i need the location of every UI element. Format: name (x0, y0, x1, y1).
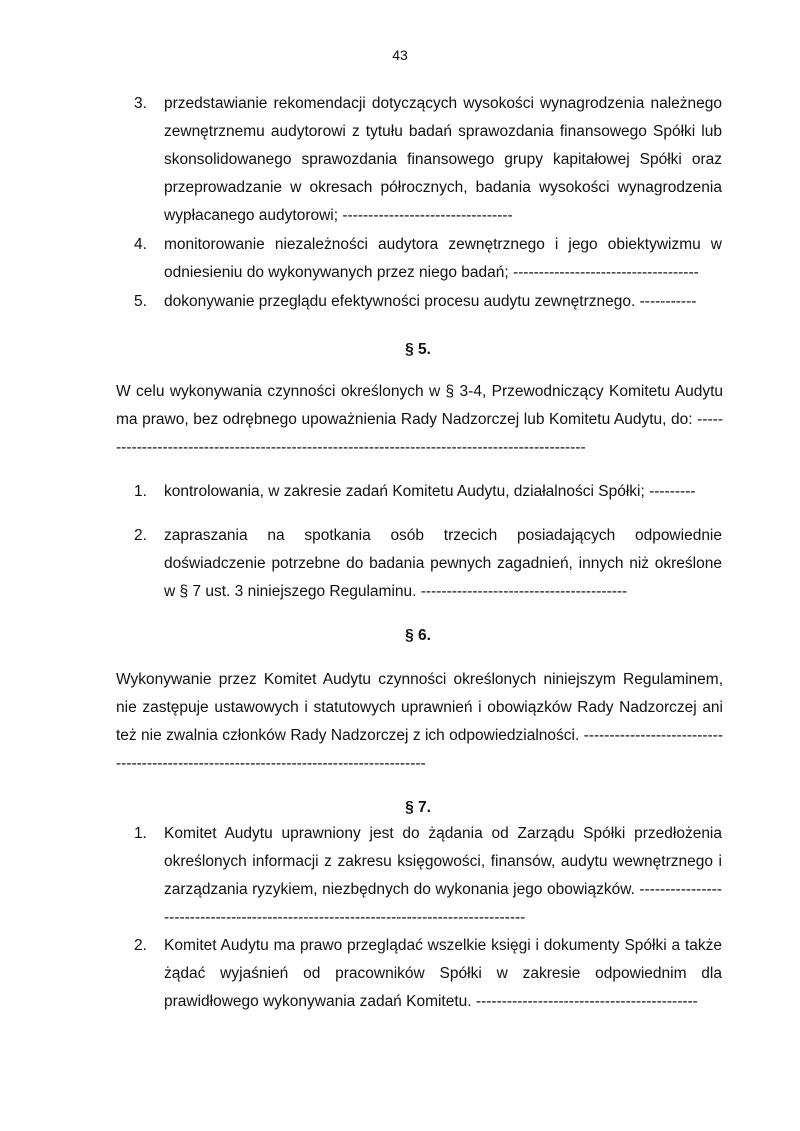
item-text: kontrolowania, w zakresie zadań Komitetu Audytu, działalności Spółki; --------- (164, 483, 696, 500)
item-number: 5. (134, 293, 147, 310)
item-text: przedstawianie rekomendacji dotyczących wysokości wynagrodzenia należnego zewnętrznemu audytorowi z tytułu badań sprawozdania finansowego Spółki lub skonsolidowanego sprawozdania finansowego grupy kapitałowej Spółki oraz przeprowadzanie w okresach półrocznych, badania wysokości wynagrodzenia wypłacanego audytorowi; --------------------------------- (164, 95, 722, 224)
list-item (134, 820, 724, 932)
item-number: 4. (134, 236, 147, 253)
list-item (134, 231, 724, 287)
item-number: 1. (134, 483, 147, 500)
list-item (134, 478, 724, 506)
section-heading: § 5. (405, 341, 431, 358)
list-item (134, 90, 724, 230)
section-paragraph: Wykonywanie przez Komitet Audytu czynności określonych niniejszym Regulaminem, nie zastępuje ustawowych i statutowych uprawnień i obowiązków Rady Nadzorczej ani też nie zwalnia członków Rady Nadzorczej z ich odpowiedzialności. --------------------------------------------------------------------------------------- (116, 671, 723, 772)
item-number: 2. (134, 937, 147, 954)
section-heading: § 6. (405, 627, 431, 644)
section-paragraph: W celu wykonywania czynności określonych w § 3-4, Przewodniczący Komitetu Audytu ma prawo, bez odrębnego upoważnienia Rady Nadzorczej lub Komitetu Audytu, do: ------------------------------------------------------------------------------------------------ (116, 383, 723, 456)
item-text: zapraszania na spotkania osób trzecich posiadających odpowiednie doświadczenie potrzebne do badania pewnych zagadnień, innych niż określone w § 7 ust. 3 niniejszego Regulaminu. ---------------------------------------- (164, 527, 722, 600)
item-number: 2. (134, 527, 147, 544)
item-text: monitorowanie niezależności audytora zewnętrznego i jego obiektywizmu w odniesieniu do wykonywanych przez niego badań; ------------------------------------ (164, 236, 722, 281)
item-text: Komitet Audytu uprawniony jest do żądania od Zarządu Spółki przedłożenia określonych informacji z zakresu księgowości, finansów, audytu wewnętrznego i zarządzania ryzykiem, niezbędnych do wykonania jego obowiązków. -------------------------------------------------------------------------------------- (164, 825, 722, 926)
list-item (134, 288, 724, 316)
page-number: 43 (392, 47, 408, 63)
list-item (134, 522, 724, 606)
list-item (134, 932, 724, 1016)
section-heading: § 7. (405, 799, 431, 816)
item-text: Komitet Audytu ma prawo przeglądać wszelkie księgi i dokumenty Spółki a także żądać wyjaśnień od pracowników Spółki w zakresie odpowiednim dla prawidłowego wykonywania zadań Komitetu. ------------------------------------------- (164, 937, 722, 1010)
item-text: dokonywanie przeglądu efektywności procesu audytu zewnętrznego. ----------- (164, 293, 697, 310)
item-number: 3. (134, 95, 147, 112)
item-number: 1. (134, 825, 147, 842)
